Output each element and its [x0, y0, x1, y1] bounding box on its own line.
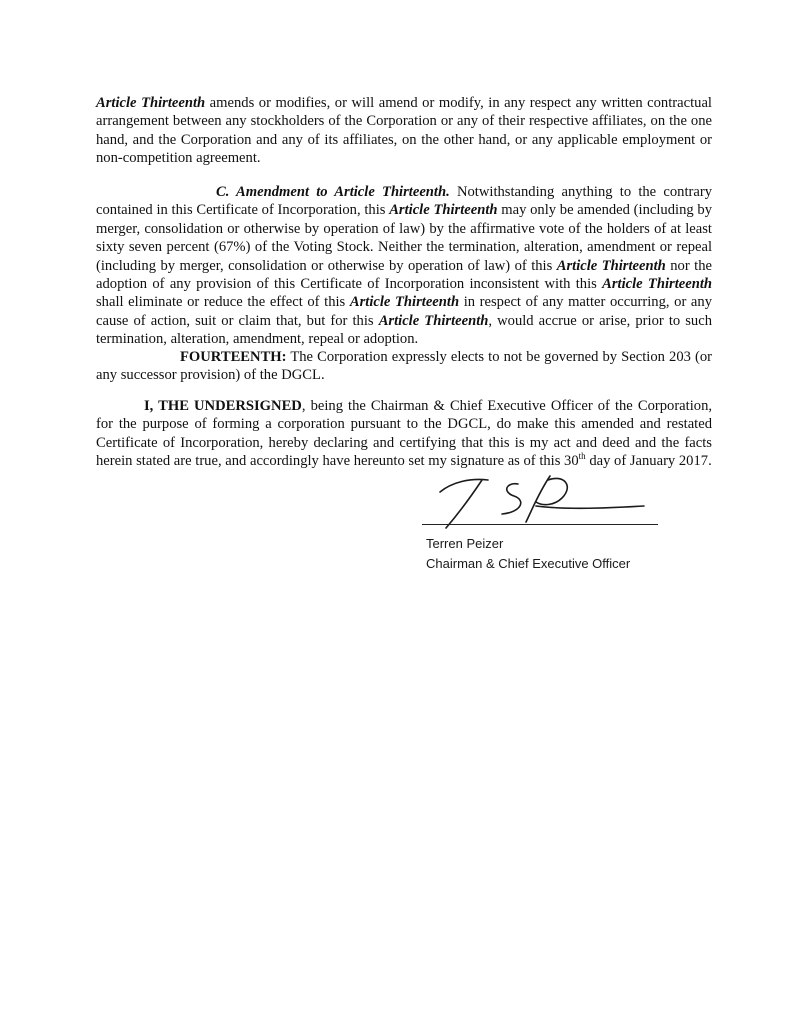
article-reference: Article Thirteenth [556, 257, 666, 274]
paragraph-text: The Corporation expressly elects to not be governed by Section 203 (or any successor provision) of the DGCL. [96, 349, 712, 384]
paragraph-text: , being the Chairman & Chief Executive Officer of the Corporation, for the purpose of forming a corporation pursuant to the DGCL, do make this amended and restated Certificate of Incorporation, hereby declaring and certifying that this is my act and deed and the facts herein stated are true, and accordingly have hereunto set my signature as of this 30 [96, 398, 713, 470]
article-reference: Article Thirteenth [378, 312, 489, 329]
handwritten-signature [418, 470, 658, 530]
undersigned-label: I, THE UNDERSIGNED [144, 398, 302, 414]
paragraph-text: shall eliminate or reduce the effect of this [96, 294, 350, 311]
article-reference: Article Thirteenth [602, 276, 712, 293]
paragraph-text: day of January 2017. [585, 453, 712, 470]
ordinal-suffix: th [578, 451, 586, 462]
signature-block [418, 470, 658, 580]
paragraph-text: Notwithstanding anything to the contrary contained in this Certificate of Incorporation, this [96, 184, 712, 219]
article-reference: Article Thirteenth [389, 202, 498, 219]
section-heading-c: C. Amendment to Article Thirteenth. [216, 184, 450, 200]
article-label-fourteenth: FOURTEENTH: [180, 349, 287, 365]
paragraph-amendment-clause [96, 183, 712, 349]
paragraph-undersigned [96, 397, 712, 471]
paragraph-text: , would accrue or arise, prior to such termination, alteration, amendment, repeal or adoption. [96, 312, 713, 348]
article-reference: Article Thirteenth [349, 294, 460, 311]
signer-title: Chairman & Chief Executive Officer [426, 556, 631, 571]
article-reference: Article Thirteenth [96, 95, 206, 111]
paragraph-text: nor the adoption of any provision of this Certificate of Incorporation inconsistent with this [96, 257, 712, 293]
paragraph-text: amends or modifies, or will amend or modify, in any respect any written contractual arrangement between any stockholders of the Corporation or any of their respective affiliates, on the one hand, and the Corporation and any of its affiliates, on the other hand, or any applicable employment or non-competition agreement. [96, 95, 712, 167]
paragraph-fourteenth [96, 348, 712, 385]
paragraph-article-thirteenth-continued [96, 94, 712, 168]
signer-name: Terren Peizer [426, 536, 504, 551]
paragraph-text: may only be amended (including by merger, consolidation or otherwise by operation of law) by the affirmative vote of the holders of at least sixty seven percent (67%) of the Voting Stock. Neither the termination, alteration, amendment or repeal (including by merger, consolidation or otherwise by operation of law) of this [96, 202, 712, 274]
paragraph-text: in respect of any matter occurring, or any cause of action, suit or claim that, but for this [96, 294, 712, 329]
signature-line [422, 524, 658, 525]
